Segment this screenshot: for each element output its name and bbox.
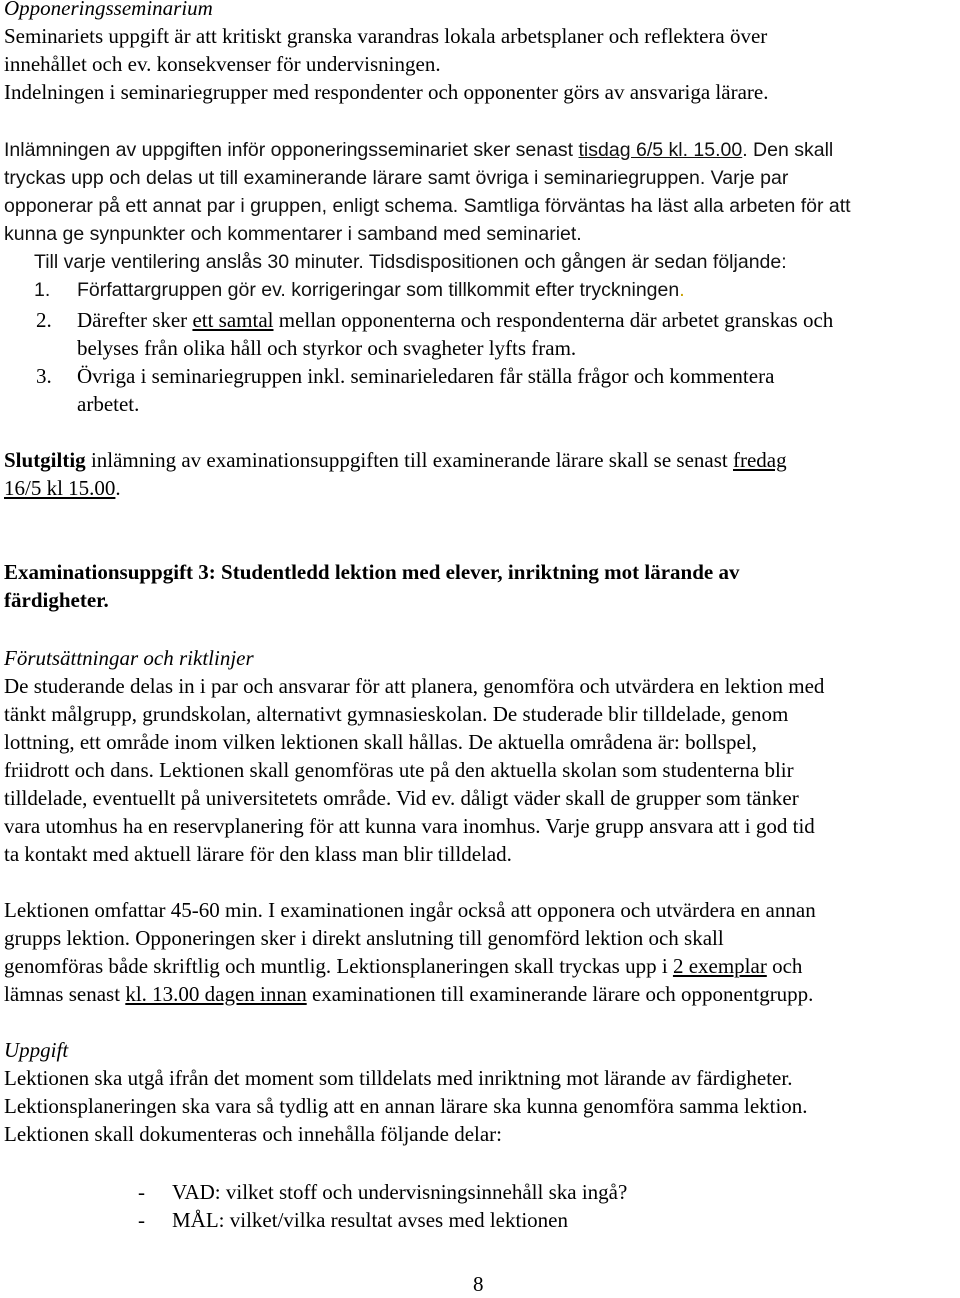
deadline-date: 16/5 kl 15.00 [4, 476, 116, 500]
bullet-item-text: VAD: vilket stoff och undervisningsinnehåll ska ingå? [172, 1180, 628, 1204]
paragraph-line: kunna ge synpunkter och kommentarer i samband med seminariet. [4, 223, 582, 245]
paragraph-line: tryckas upp och delas ut till examinerande lärare samt övriga i seminariegruppen. Varje par [4, 167, 789, 189]
paragraph-line: Lektionsplaneringen ska vara så tydlig att en annan lärare ska kunna genomföra samma lektion. [4, 1094, 808, 1118]
list-item-text: belyses från olika håll och styrkor och svagheter lyfts fram. [77, 336, 577, 360]
page-number: 8 [473, 1272, 484, 1296]
underlined-text: kl. 13.00 dagen innan [125, 982, 307, 1006]
paragraph-line: Lektionen skall dokumenteras och innehålla följande delar: [4, 1122, 502, 1146]
text-run: Författargruppen gör ev. korrigeringar som tillkommit efter tryckningen [77, 279, 680, 301]
list-number: 1. [34, 279, 51, 301]
subheading-uppgift: Uppgift [4, 1038, 69, 1062]
text-run: examinationen till examinerande lärare och opponentgrupp. [306, 982, 814, 1006]
list-item-text [77, 306, 833, 334]
paragraph-line: De studerande delas in i par och ansvarar för att planera, genomföra och utvärdera en lektion med [4, 674, 825, 698]
text-run: . [679, 279, 685, 301]
text-run: mellan opponenterna och respondenterna där arbetet granskas och [273, 308, 834, 332]
paragraph-line: opponerar på ett annat par i gruppen, enligt schema. Samtliga förväntas ha läst alla arbeten för att [4, 195, 851, 217]
bullet-dash: - [138, 1208, 145, 1232]
paragraph-line [4, 980, 813, 1008]
paragraph-line: vara utomhus ha en reservplanering för att kunna vara inomhus. Varje grupp ansvara att i god tid [4, 814, 815, 838]
list-item-text: arbetet. [77, 392, 140, 416]
final-submission-line [4, 474, 121, 502]
paragraph-line: grupps lektion. Opponeringen sker i direkt anslutning till genomförd lektion och skall [4, 926, 724, 950]
text-run-bold: Slutgiltig [4, 448, 86, 472]
paragraph-line: Indelningen i seminariegrupper med respondenter och opponenter görs av ansvariga lärare. [4, 80, 769, 104]
bullet-item-text: MÅL: vilket/vilka resultat avses med lektionen [172, 1208, 568, 1232]
text-run: Inlämningen av uppgiften inför opponeringsseminariet sker senast [4, 139, 579, 161]
paragraph-line: tilldelade, eventuellt på universitetets område. Vid ev. dåligt väder skall de grupper som tänker [4, 786, 799, 810]
deadline-date: fredag [733, 448, 787, 472]
final-submission-line [4, 446, 787, 474]
list-number: 2. [36, 308, 52, 332]
paragraph-line [4, 952, 802, 980]
paragraph-line: Till varje ventilering anslås 30 minuter. Tidsdispositionen och gången är sedan följande: [34, 251, 787, 273]
paragraph-line: friidrott och dans. Lektionen skall genomföras ute på den aktuella skolan som studenterna blir [4, 758, 794, 782]
text-run: genomföras både skriftlig och muntlig. Lektionsplaneringen skall tryckas upp i [4, 954, 673, 978]
deadline-date: tisdag 6/5 kl. 15.00 [578, 139, 743, 161]
paragraph-line: tänkt målgrupp, grundskolan, alternativt gymnasieskolan. De studerade blir tilldelade, genom [4, 702, 789, 726]
text-run: . [115, 476, 121, 500]
text-run: och [766, 954, 803, 978]
subheading-forutsattningar: Förutsättningar och riktlinjer [4, 646, 254, 670]
text-run: . Den skall [742, 139, 834, 161]
paragraph-line [4, 136, 833, 164]
paragraph-line: Lektionen ska utgå ifrån det moment som tilldelats med inriktning mot lärande av färdigheter. [4, 1066, 793, 1090]
paragraph-line: Seminariets uppgift är att kritiskt granska varandras lokala arbetsplaner och reflektera över [4, 24, 768, 48]
bullet-dash: - [138, 1180, 145, 1204]
paragraph-line: ta kontakt med aktuell lärare för den klass man blir tilldelad. [4, 842, 512, 866]
text-run: Därefter sker [77, 308, 193, 332]
paragraph-line: lottning, ett område inom vilken lektionen skall hållas. De aktuella områdena är: bollspel, [4, 730, 757, 754]
paragraph-line: innehållet och ev. konsekvenser för undervisningen. [4, 52, 441, 76]
text-run: lämnas senast [4, 982, 126, 1006]
section-heading-opponeringsseminarium: Opponeringsseminarium [4, 0, 213, 20]
section-heading-examinationsuppgift-3: Examinationsuppgift 3: Studentledd lektion med elever, inriktning mot lärande av [4, 560, 740, 584]
list-item-text [77, 276, 685, 304]
underlined-text: ett samtal [192, 308, 274, 332]
list-item-text: Övriga i seminariegruppen inkl. seminarieledaren får ställa frågor och kommentera [77, 364, 775, 388]
section-heading-examinationsuppgift-3: färdigheter. [4, 588, 109, 612]
text-run: inlämning av examinationsuppgiften till examinerande lärare skall se senast [85, 448, 733, 472]
list-number: 3. [36, 364, 52, 388]
underlined-text: 2 exemplar [672, 954, 767, 978]
paragraph-line: Lektionen omfattar 45-60 min. I examinationen ingår också att opponera och utvärdera en annan [4, 898, 816, 922]
